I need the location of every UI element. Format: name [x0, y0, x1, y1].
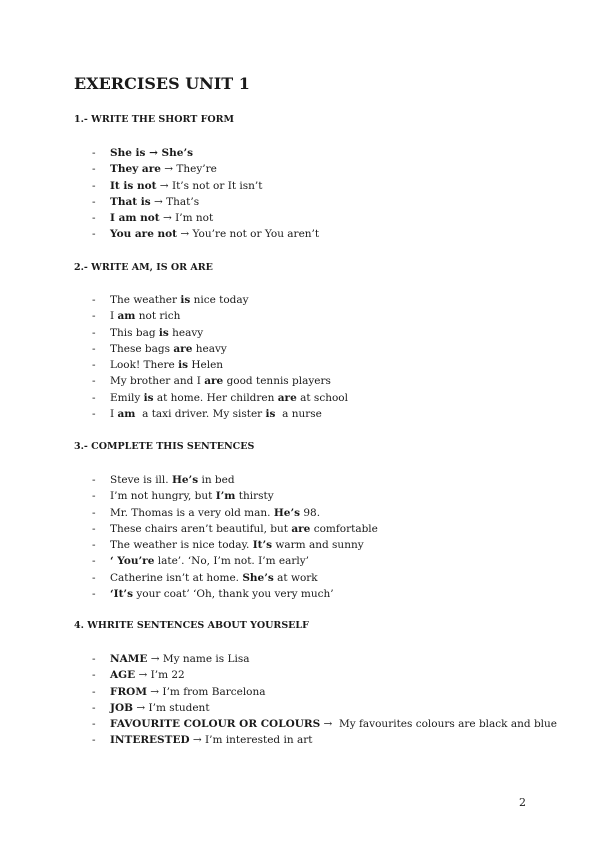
answer-text: He’s: [171, 474, 199, 486]
list-item: [92, 341, 348, 357]
answer-text: It is not: [110, 179, 157, 192]
answer-text: AGE: [110, 669, 136, 682]
sentence-text: My brother and I: [110, 375, 205, 388]
sentence-text: → I’m from Barcelona: [146, 685, 266, 698]
answer-text: I’m: [215, 490, 236, 503]
sentence-text: at school: [296, 391, 348, 404]
answer-text: INTERESTED: [110, 734, 190, 747]
list-item: [92, 390, 348, 406]
list-item: [92, 406, 348, 422]
section-heading: 4. WHRITE SENTENCES ABOUT YOURSELF: [74, 620, 309, 631]
section-1: [74, 114, 574, 125]
answer-text: She’s: [242, 571, 274, 584]
list-item: [92, 570, 378, 586]
sentence-text: Look! There: [110, 359, 179, 372]
list-item: [92, 667, 557, 683]
bullet-dash-icon: -: [92, 506, 96, 519]
sentence-text: Steve is ill.: [110, 474, 172, 486]
section-heading: 2.- WRITE AM, IS OR ARE: [74, 262, 213, 273]
answer-text: are: [291, 522, 311, 535]
list-item: [92, 505, 378, 521]
list-item: [92, 586, 378, 602]
sentence-text: not rich: [135, 310, 181, 323]
bullet-dash-icon: -: [92, 326, 96, 339]
sentence-text: Helen: [188, 359, 224, 372]
sentence-text: These chairs aren’t beautiful, but: [110, 522, 292, 535]
sentence-text: at home. Her children: [153, 391, 278, 404]
answer-text: is: [143, 391, 154, 404]
answer-text: ‘It’s: [110, 588, 133, 601]
sentence-text: → My favourites colours are black and blue: [320, 718, 558, 731]
sentence-text: heavy: [192, 342, 227, 355]
bullet-dash-icon: -: [92, 163, 96, 176]
list-item: [92, 357, 348, 373]
answer-text: is: [178, 359, 188, 372]
sentence-text: I: [110, 310, 118, 323]
list-item: [92, 145, 319, 161]
list-item: [92, 488, 378, 504]
bullet-dash-icon: -: [92, 179, 96, 192]
sentence-text: warm and sunny: [272, 539, 364, 552]
list-item: [92, 178, 319, 194]
section-4: [74, 620, 574, 631]
answer-text: I am not: [110, 212, 160, 225]
sentence-text: The weather is nice today.: [110, 539, 253, 552]
list-item: [92, 194, 319, 210]
list-item: [92, 716, 557, 732]
bullet-dash-icon: -: [92, 408, 96, 421]
bullet-dash-icon: -: [92, 375, 96, 388]
sentence-text: a taxi driver. My sister: [135, 408, 266, 421]
list-item: [92, 161, 319, 177]
answer-text: am: [117, 408, 136, 421]
answer-text: is: [265, 408, 276, 421]
bullet-dash-icon: -: [92, 391, 96, 404]
list-item: [92, 651, 557, 667]
list-item: [92, 553, 378, 569]
answer-text: They are: [110, 163, 161, 176]
sentence-text: I’m not hungry, but: [110, 490, 216, 503]
exercise-list: [92, 292, 348, 422]
sentence-text: → They’re: [160, 163, 217, 176]
sentence-text: late’. ‘No, I’m not. I’m early’: [154, 555, 309, 568]
sentence-text: → It’s not or It isn’t: [156, 179, 263, 192]
sentence-text: I: [110, 408, 118, 421]
section-3: [74, 441, 574, 452]
answer-text: is: [158, 326, 169, 339]
answer-text: You are not: [110, 228, 178, 241]
exercise-list: [92, 651, 557, 749]
bullet-dash-icon: -: [92, 539, 96, 552]
sentence-text: good tennis players: [223, 375, 331, 388]
bullet-dash-icon: -: [92, 294, 96, 306]
list-item: [92, 325, 348, 341]
section-heading: 1.- WRITE THE SHORT FORM: [74, 114, 235, 125]
sentence-text: Emily: [110, 391, 144, 404]
list-item: [92, 700, 557, 716]
sentence-text: → I’m student: [133, 701, 210, 714]
sentence-text: nice today: [190, 294, 249, 306]
answer-text: NAME: [110, 653, 148, 665]
bullet-dash-icon: -: [92, 228, 96, 241]
sentence-text: Mr. Thomas is a very old man.: [110, 506, 274, 519]
list-item: [92, 373, 348, 389]
bullet-dash-icon: -: [92, 474, 96, 486]
answer-text: FROM: [110, 685, 147, 698]
bullet-dash-icon: -: [92, 195, 96, 208]
sentence-text: This bag: [110, 326, 159, 339]
sentence-text: These bags: [110, 342, 174, 355]
bullet-dash-icon: -: [92, 310, 96, 323]
list-item: [92, 472, 378, 488]
answer-text: She is → She’s: [110, 147, 194, 159]
list-item: [92, 537, 378, 553]
list-item: [92, 521, 378, 537]
exercise-list: [92, 472, 378, 602]
answer-text: am: [117, 310, 136, 323]
sentence-text: in bed: [198, 474, 235, 486]
sentence-text: a nurse: [275, 408, 322, 421]
answer-text: It’s: [252, 539, 273, 552]
sentence-text: heavy: [168, 326, 204, 339]
section-2: [74, 262, 574, 273]
answer-text: JOB: [110, 701, 133, 714]
answer-text: He’s: [273, 506, 301, 519]
bullet-dash-icon: -: [92, 701, 96, 714]
bullet-dash-icon: -: [92, 522, 96, 535]
sentence-text: 98.: [300, 506, 321, 519]
sentence-text: → I’m not: [159, 212, 214, 225]
bullet-dash-icon: -: [92, 685, 96, 698]
sentence-text: → I’m 22: [135, 669, 185, 682]
bullet-dash-icon: -: [92, 588, 96, 601]
sentence-text: at work: [273, 571, 318, 584]
answer-text: That is: [110, 195, 151, 208]
sentence-text: Catherine isn’t at home.: [110, 571, 243, 584]
bullet-dash-icon: -: [92, 212, 96, 225]
page-number: 2: [519, 796, 526, 809]
answer-text: are: [173, 342, 193, 355]
sentence-text: comfortable: [310, 522, 378, 535]
list-item: [92, 226, 319, 242]
bullet-dash-icon: -: [92, 734, 96, 747]
sentence-text: → That’s: [150, 195, 200, 208]
section-heading: 3.- COMPLETE THIS SENTENCES: [74, 441, 255, 452]
sentence-text: thirsty: [235, 490, 274, 503]
bullet-dash-icon: -: [92, 147, 96, 159]
bullet-dash-icon: -: [92, 359, 96, 372]
page-title: EXERCISES UNIT 1: [74, 74, 250, 93]
sentence-text: → I’m interested in art: [189, 734, 313, 747]
list-item: [92, 732, 557, 748]
answer-text: ‘ You’re: [110, 555, 155, 568]
answer-text: are: [277, 391, 297, 404]
list-item: [92, 292, 348, 308]
bullet-dash-icon: -: [92, 571, 96, 584]
sentence-text: → My name is Lisa: [147, 653, 250, 665]
answer-text: are: [204, 375, 224, 388]
sentence-text: → You’re not or You aren’t: [177, 228, 320, 241]
exercise-list: [92, 145, 319, 243]
sentence-text: The weather: [110, 294, 181, 306]
list-item: [92, 210, 319, 226]
bullet-dash-icon: -: [92, 653, 96, 665]
bullet-dash-icon: -: [92, 555, 96, 568]
bullet-dash-icon: -: [92, 718, 96, 731]
list-item: [92, 684, 557, 700]
answer-text: FAVOURITE COLOUR OR COLOURS: [110, 718, 321, 731]
bullet-dash-icon: -: [92, 342, 96, 355]
bullet-dash-icon: -: [92, 490, 96, 503]
answer-text: is: [180, 294, 191, 306]
bullet-dash-icon: -: [92, 669, 96, 682]
sentence-text: your coat’ ‘Oh, thank you very much’: [132, 588, 334, 601]
list-item: [92, 308, 348, 324]
